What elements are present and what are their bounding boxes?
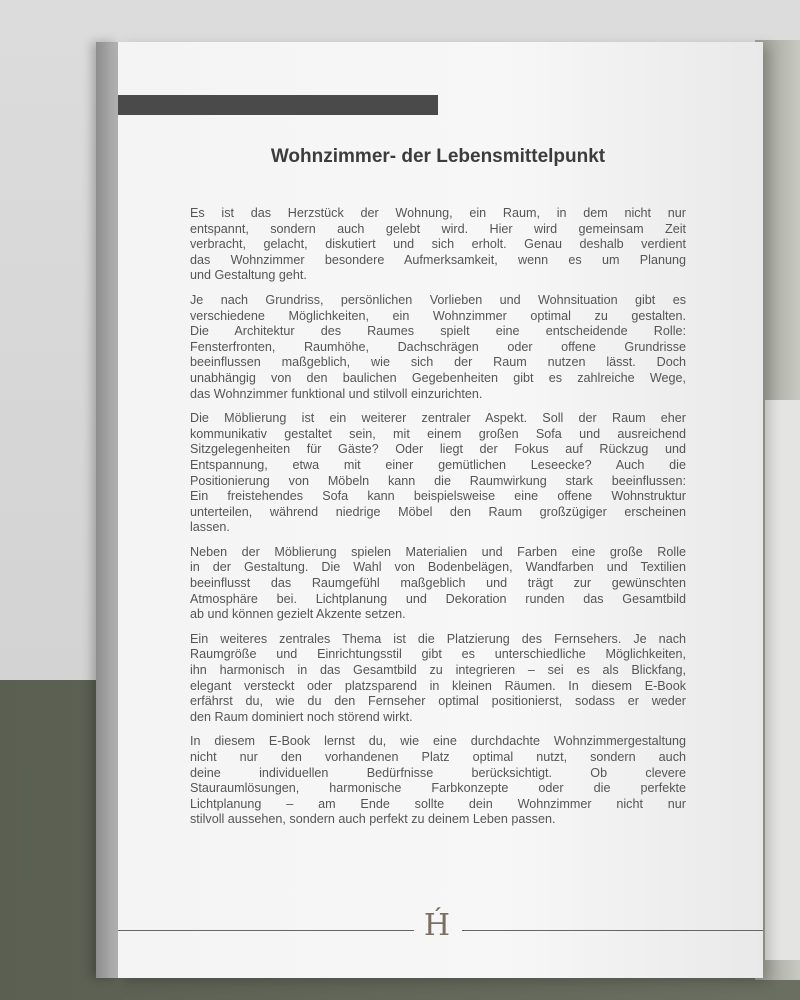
text-line: Die Architektur des Raumes spielt eine entscheidende Rolle: [190,324,686,339]
paragraph [190,411,686,536]
text-line: elegant versteckt oder platzsparend in kleinen Räumen. In diesem E-Book [190,678,686,693]
footer-divider-right [462,930,763,931]
text-line: verschiedene Möglichkeiten, ein Wohnzimmer optimal zu gestalten. [190,308,686,323]
paragraph [190,293,686,402]
text-line: Lichtplanung – am Ende sollte dein Wohnzimmer nicht nur [190,796,686,811]
text-line: kommunikativ gestaltet sein, mit einem großen Sofa und ausreichend [190,426,686,441]
text-line: ihn harmonisch in das Gesamtbild zu integrieren – sei es als Blickfang, [190,663,686,678]
text-line: unabhängig von den baulichen Gegebenheiten gibt es zahlreiche Wege, [190,370,686,385]
paragraph [190,734,686,828]
text-line: Sitzgelegenheiten für Gäste? Oder liegt der Fokus auf Rückzug und [190,442,686,457]
text-line: unterteilen, während niedrige Möbel den Raum großzügiger erscheinen [190,504,686,519]
text-line: nicht nur den vorhandenen Platz optimal nutzt, sondern auch [190,750,686,764]
text-line: den Raum dominiert noch störend wirkt. [190,709,413,724]
footer-divider-left [118,930,414,931]
text-line: das Wohnzimmer funktional und stilvoll einzurichten. [190,386,483,401]
paragraph [190,632,686,726]
text-line: Raumgröße und Einrichtungsstil gibt es unterschiedliche Möglichkeiten, [190,647,686,662]
book-page [118,42,763,978]
text-line: lassen. [190,520,230,535]
text-line: verbracht, gelacht, diskutiert und sich erholt. Genau deshalb verdient [190,237,686,252]
text-line: und Gestaltung geht. [190,268,307,283]
text-line: Die Möblierung ist ein weiterer zentraler Aspekt. Soll der Raum eher [190,411,686,426]
book-spine [96,42,118,978]
text-line: Atmosphäre bei. Lichtplanung und Dekoration runden das Gesamtbild [190,591,686,606]
text-line: in der Gestaltung. Die Wahl von Bodenbelägen, Wandfarben und Textilien [190,560,686,575]
page-title: Wohnzimmer- der Lebensmittelpunkt [270,146,606,167]
text-line: Ein freistehendes Sofa kann beispielsweise eine offene Wohnstruktur [190,489,686,504]
text-line: Stauraumlösungen, harmonische Farbkonzepte oder die perfekte [190,781,686,796]
text-line: Ein weiteres zentrales Thema ist die Platzierung des Fernsehers. Je nach [190,631,686,646]
paragraph [190,545,686,623]
text-line: Neben der Möblierung spielen Materialien und Farben eine große Rolle [190,544,686,559]
text-line: beeinflussen maßgeblich, wie sich der Raum nutzen lässt. Doch [190,355,686,370]
text-line: Je nach Grundriss, persönlichen Vorlieben und Wohnsituation gibt es [190,292,686,307]
body-text [190,206,686,837]
text-line: entspannt, sondern auch gelebt wird. Hier wird gemeinsam Zeit [190,221,686,236]
text-line: Es ist das Herzstück der Wohnung, ein Raum, in dem nicht nur [190,206,686,220]
text-line: das Wohnzimmer besondere Aufmerksamkeit, wenn es um Planung [190,252,686,267]
text-line: Entspannung, etwa mit einer gemütlichen Leseecke? Auch die [190,457,686,472]
next-page-sheet [765,400,800,960]
brand-logo: H́ [423,908,451,943]
text-line: deine individuellen Bedürfnisse berücksichtigt. Ob clevere [190,765,686,780]
text-line: In diesem E-Book lernst du, wie eine durchdachte Wohnzimmergestaltung [190,734,686,749]
text-line: erfährst du, wie du den Fernseher optimal positionierst, sodass er weder [190,694,686,709]
text-line: beeinflusst das Raumgefühl maßgeblich und trägt zur gewünschten [190,576,686,591]
paragraph [190,206,686,284]
text-line: Positionierung von Möbeln kann die Raumwirkung stark beeinflussen: [190,473,686,488]
header-bar [118,95,438,115]
text-line: Fensterfronten, Raumhöhe, Dachschrägen oder offene Grundrisse [190,339,686,354]
text-line: ab und können gezielt Akzente setzen. [190,607,406,622]
text-line: stilvoll aussehen, sondern auch perfekt zu deinem Leben passen. [190,812,556,827]
